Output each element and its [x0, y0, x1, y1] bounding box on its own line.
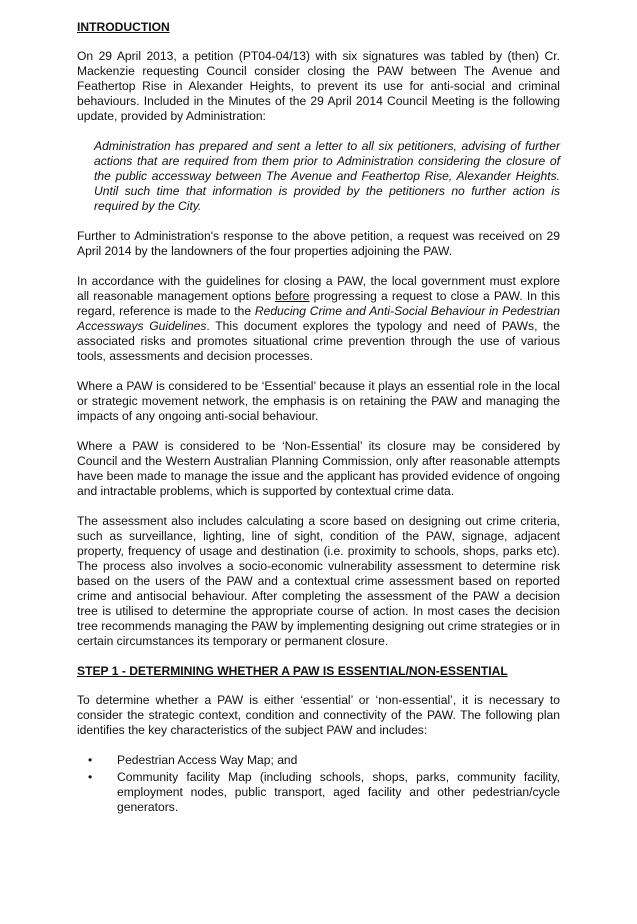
guidelines-underlined-word: before	[275, 289, 310, 303]
step1-bullet-list	[77, 753, 560, 815]
guidelines-document-title: Reducing Crime and Anti-Social Behaviour in Pedestrian Accessways Guidelines	[77, 304, 560, 333]
list-item-text: Community facility Map (including schools, shops, parks, community facility, employment nodes, public transport, aged facility and other pedestrian/cycle generators.	[117, 770, 560, 814]
step1-paragraph: To determine whether a PAW is either ‘essential’ or ‘non-essential’, it is necessary to consider the strategic context, condition and connectivity of the PAW. The following plan identifies the key characteristics of the subject PAW and includes:	[77, 693, 560, 737]
list-item-text: Pedestrian Access Way Map; and	[117, 753, 298, 767]
step1-heading: STEP 1 - DETERMINING WHETHER A PAW IS ESSENTIAL/NON-ESSENTIAL	[77, 664, 508, 678]
intro-paragraph-essential: Where a PAW is considered to be ‘Essential’ because it plays an essential role in the local or strategic movement network, the emphasis is on retaining the PAW and managing the impacts of any ongoing anti-social behaviour.	[77, 379, 560, 423]
bullet-icon: •	[88, 770, 93, 784]
intro-paragraph-petition: On 29 April 2013, a petition (PT04-04/13) with six signatures was tabled by (then) Cr. Mackenzie requesting Council consider closing the PAW between The Avenue and Feathertop Rise in Alexander Heights, to prevent its use for anti-social and criminal behaviours. Included in the Minutes of the 29 April 2014 Council Meeting is the following update, provided by Administration:	[77, 49, 560, 123]
guidelines-text-3: . This document explores the typology and need of PAWs, the associated risks and promotes situational crime prevention through the use of various tools, assessments and decision processes.	[77, 319, 560, 363]
intro-paragraph-non-essential: Where a PAW is considered to be ‘Non-Essential’ its closure may be considered by Council and the Western Australian Planning Commission, only after reasonable attempts have been made to manage the issue and the applicant has provided evidence of ongoing and intractable problems, which is supported by contextual crime data.	[77, 439, 560, 498]
intro-paragraph-landowner-request: Further to Administration's response to the above petition, a request was received on 29 April 2014 by the landowners of the four properties adjoining the PAW.	[77, 229, 560, 258]
intro-paragraph-assessment: The assessment also includes calculating a score based on designing out crime criteria, such as surveillance, lighting, line of sight, condition of the PAW, signage, adjacent property, frequency of usage and destination (i.e. proximity to schools, shops, parks etc). The process also involves a socio-economic vulnerability assessment to determine risk based on the users of the PAW and a contextual crime assessment based on reported crime and antisocial behaviour. After completing the assessment of the PAW a decision tree is utilised to determine the appropriate course of action. In most cases the decision tree recommends managing the PAW by implementing designing out crime strategies or in certain circumstances its temporary or permanent closure.	[77, 514, 560, 648]
guidelines-text-2: progressing a request to close a PAW. In this regard, reference is made to the	[77, 289, 560, 318]
document-page	[77, 20, 560, 817]
list-item	[77, 770, 560, 815]
guidelines-text-1: In accordance with the guidelines for closing a PAW, the local government must explore all reasonable management options	[77, 274, 560, 303]
intro-paragraph-guidelines	[77, 274, 560, 364]
administration-quote: Administration has prepared and sent a letter to all six petitioners, advising of further actions that are required from them prior to Administration considering the closure of the public accessway between The Avenue and Feathertop Rise, Alexander Heights. Until such time that information is provided by the petitioners no further action is required by the City.	[94, 139, 560, 213]
list-item	[77, 753, 560, 768]
introduction-heading: INTRODUCTION	[77, 20, 170, 34]
bullet-icon: •	[88, 753, 93, 767]
